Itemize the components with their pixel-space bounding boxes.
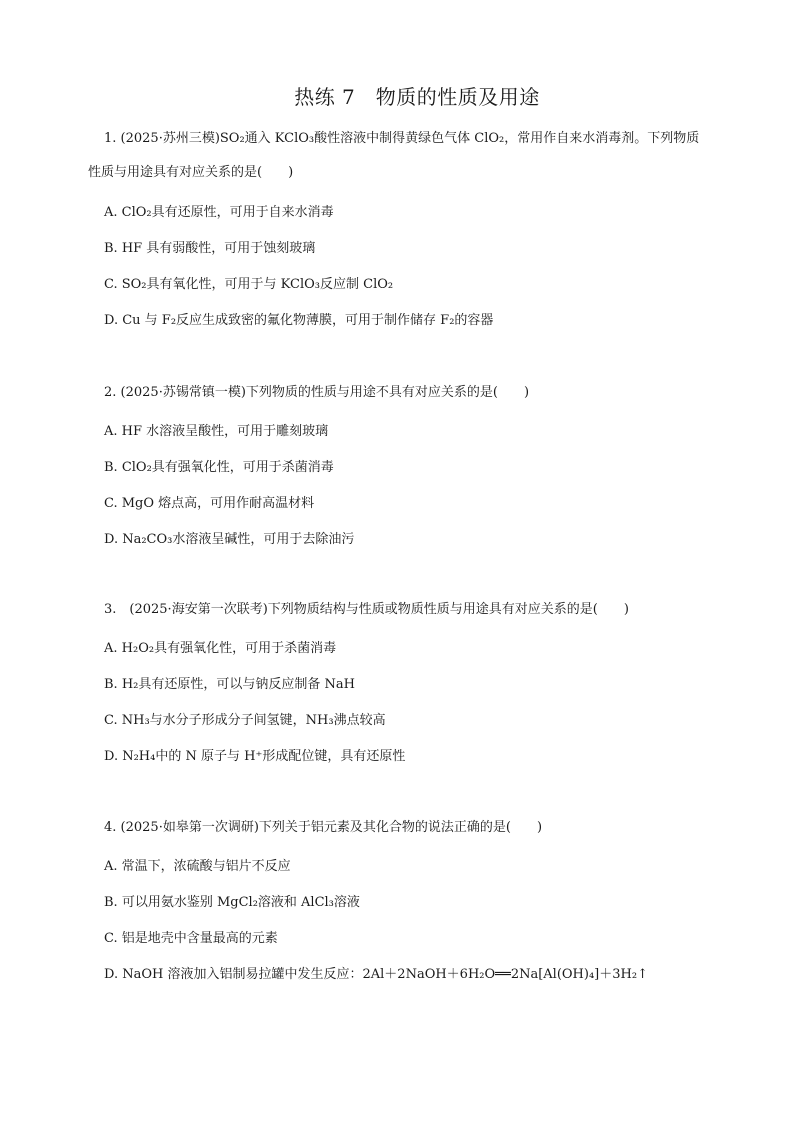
question-4-option-c: C. 铝是地壳中含量最高的元素 [104, 931, 278, 946]
question-1 [88, 130, 744, 329]
question-3-stem: 3. (2025·海安第一次联考)下列物质结构与性质或物质性质与用途具有对应关系的是( ) [104, 602, 629, 617]
question-1-option-b: B. HF 具有弱酸性，可用于蚀刻玻璃 [104, 241, 316, 256]
question-1-option-c: C. SO₂具有氧化性，可用于与 KClO₃反应制 ClO₂ [104, 277, 394, 292]
question-3-option-d: D. N₂H₄中的 N 原子与 H⁺形成配位键，具有还原性 [104, 749, 406, 764]
question-1-option-a: A. ClO₂具有还原性，可用于自来水消毒 [104, 205, 334, 220]
question-1-stem: 1. (2025·苏州三模)SO₂通入 KClO₃酸性溶液中制得黄绿色气体 ClO₂，常用作自来水消毒剂。下列物质 [104, 131, 700, 146]
question-4 [104, 819, 744, 983]
question-3-option-c: C. NH₃与水分子形成分子间氢键，NH₃沸点较高 [104, 713, 386, 728]
question-2-option-c: C. MgO 熔点高，可用作耐高温材料 [104, 496, 315, 511]
question-3-option-a: A. H₂O₂具有强氧化性，可用于杀菌消毒 [104, 641, 337, 656]
question-3 [104, 601, 744, 765]
question-4-stem: 4. (2025·如皋第一次调研)下列关于铝元素及其化合物的说法正确的是( ) [104, 820, 543, 835]
question-3-option-b: B. H₂具有还原性，可以与钠反应制备 NaH [104, 677, 355, 692]
question-2-option-d: D. Na₂CO₃水溶液呈碱性，可用于去除油污 [104, 532, 355, 547]
question-4-option-a: A. 常温下，浓硫酸与铝片不反应 [104, 859, 291, 874]
question-2-option-b: B. ClO₂具有强氧化性，可用于杀菌消毒 [104, 460, 334, 475]
question-4-option-d: D. NaOH 溶液加入铝制易拉罐中发生反应：2Al＋2NaOH＋6H₂O══2Na[Al(OH)₄]＋3H₂↑ [104, 967, 648, 982]
question-2 [104, 384, 744, 548]
question-4-option-b: B. 可以用氨水鉴别 MgCl₂溶液和 AlCl₃溶液 [104, 895, 360, 910]
question-1-stem-continued: 性质与用途具有对应关系的是( ) [88, 165, 294, 180]
question-1-option-d: D. Cu 与 F₂反应生成致密的氟化物薄膜，可用于制作储存 F₂的容器 [104, 313, 494, 328]
question-2-option-a: A. HF 水溶液呈酸性，可用于雕刻玻璃 [104, 424, 329, 439]
page-title: 热练 7 物质的性质及用途 [294, 85, 540, 109]
question-2-stem: 2. (2025·苏锡常镇一模)下列物质的性质与用途不具有对应关系的是( ) [104, 385, 530, 400]
